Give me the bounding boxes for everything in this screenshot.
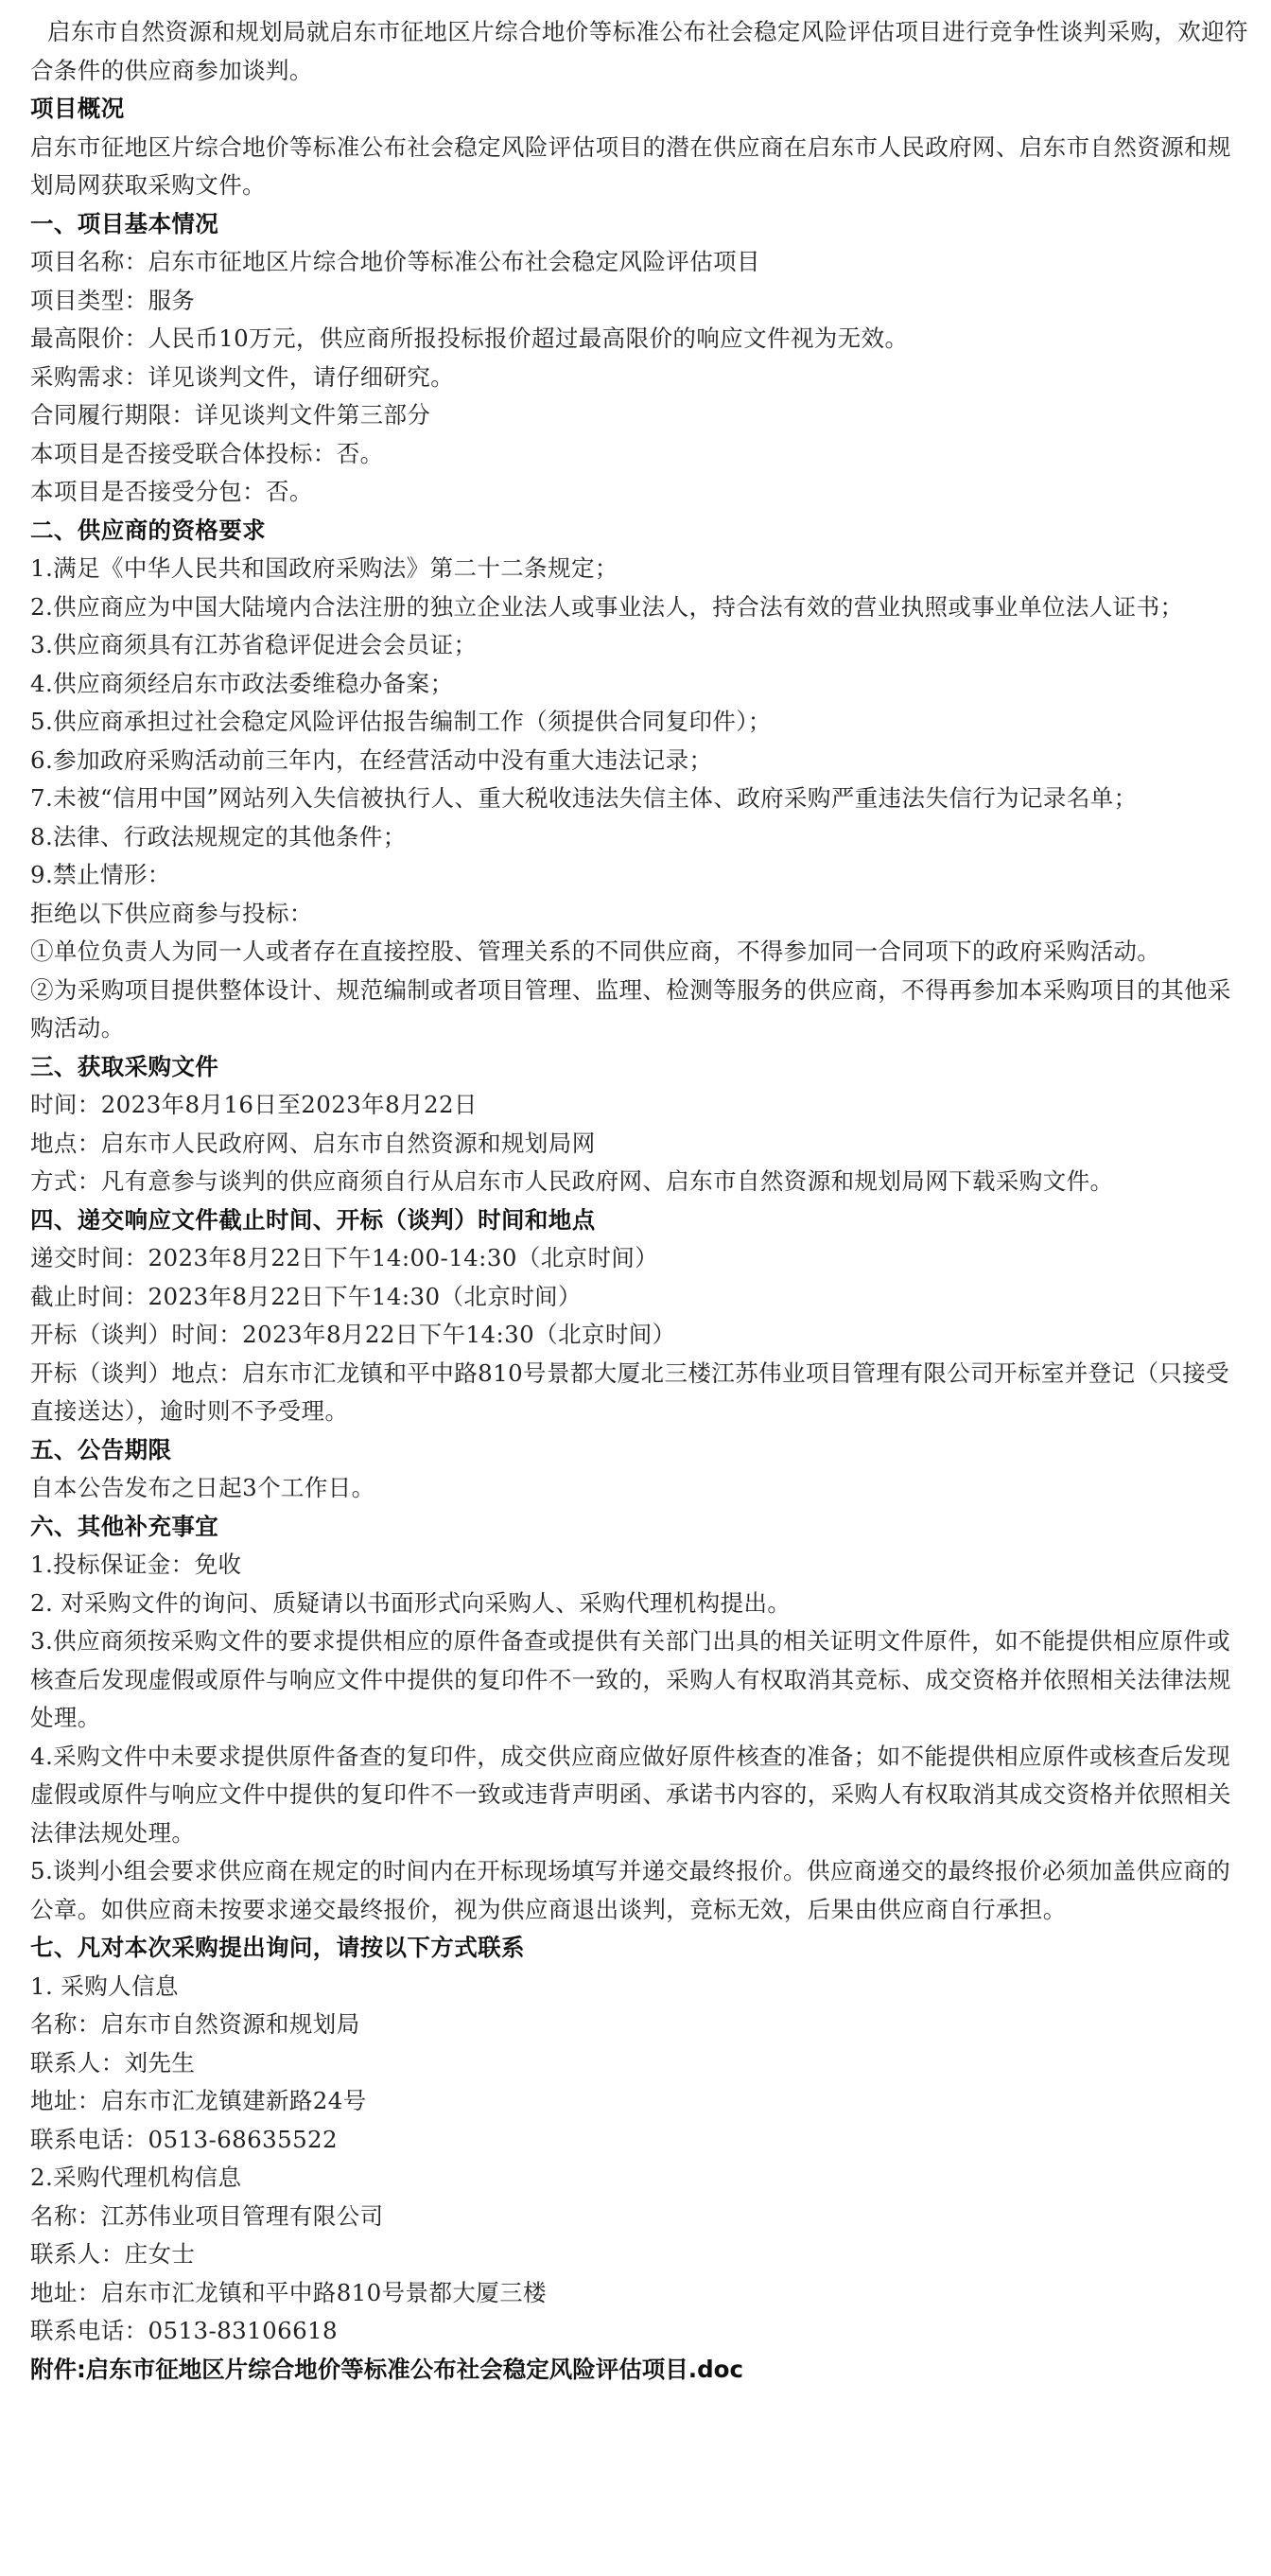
qualification-item: 5.供应商承担过社会稳定风险评估报告编制工作（须提供合同复印件）； bbox=[30, 708, 772, 735]
supplement-item: 4.采购文件中未要求提供原件备查的复印件，成交供应商应做好原件核查的准备；如不能提供相应原件或核查后发现虚假或原件与响应文件中提供的复印件不一致或违背声明函、承诺书内容的，采购人有权取消其成交资格并依照相关法律法规处理。 bbox=[30, 1742, 1231, 1847]
opening-time-line: 开标（谈判）时间：2023年8月22日下午14:30（北京时间） bbox=[30, 1321, 676, 1348]
overview-text: 启东市征地区片综合地价等标准公布社会稳定风险评估项目的潜在供应商在启东市人民政府网、启东市自然资源和规划局网获取采购文件。 bbox=[30, 132, 1231, 199]
section7-heading: 七、凡对本次采购提出询问，请按以下方式联系 bbox=[30, 1934, 525, 1961]
supplement-item: 5.谈判小组会要求供应商在规定的时间内在开标现场填写并递交最终报价。供应商递交的最终报价必须加盖供应商的公章。如供应商未按要求递交最终报价，视为供应商退出谈判，竞标无效，后果由供应商自行承担。 bbox=[30, 1857, 1231, 1923]
agency-address: 地址：启东市汇龙镇和平中路810号景都大厦三楼 bbox=[30, 2278, 547, 2306]
obtain-time-line: 时间：2023年8月16日至2023年8月22日 bbox=[30, 1091, 478, 1118]
submit-time-line: 递交时间：2023年8月22日下午14:00-14:30（北京时间） bbox=[30, 1244, 659, 1271]
qualification-item: 6.参加政府采购活动前三年内，在经营活动中没有重大违法记录； bbox=[30, 745, 713, 774]
attachment-link[interactable]: 附件:启东市征地区片综合地价等标准公布社会稳定风险评估项目.doc bbox=[30, 2355, 743, 2383]
requirements-line: 采购需求：详见谈判文件，请仔细研究。 bbox=[30, 362, 455, 391]
project-type-line: 项目类型：服务 bbox=[30, 286, 196, 314]
section1-heading: 一、项目基本情况 bbox=[30, 209, 219, 237]
qualification-item: 4.供应商须经启东市政法委维稳办备案； bbox=[30, 669, 454, 697]
supplement-item: 2. 对采购文件的询问、质疑请以书面形式向采购人、采购代理机构提出。 bbox=[30, 1588, 792, 1617]
agency-contact: 联系人：庄女士 bbox=[30, 2240, 196, 2268]
qualification-item: 8.法律、行政法规规定的其他条件； bbox=[30, 822, 407, 850]
agency-name: 名称：江苏伟业项目管理有限公司 bbox=[30, 2201, 384, 2230]
obtain-method-line: 方式：凡有意参与谈判的供应商须自行从启东市人民政府网、启东市自然资源和规划局网下载采购文件。 bbox=[30, 1167, 1114, 1195]
overview-heading: 项目概况 bbox=[30, 95, 125, 122]
section3-heading: 三、获取采购文件 bbox=[30, 1052, 219, 1080]
qualification-item: 3.供应商须具有江苏省稳评促进会会员证； bbox=[30, 631, 478, 658]
qualification-item: ②为采购项目提供整体设计、规范编制或者项目管理、监理、检测等服务的供应商，不得再参加本采购项目的其他采购活动。 bbox=[30, 975, 1231, 1042]
qualification-item: 7.未被“信用中国”网站列入失信被执行人、重大税收违法失信主体、政府采购严重违法失信行为记录名单； bbox=[30, 784, 1138, 812]
qualification-item: 拒绝以下供应商参与投标： bbox=[30, 899, 313, 927]
section6-heading: 六、其他补充事宜 bbox=[30, 1512, 219, 1540]
obtain-place-line: 地点：启东市人民政府网、启东市自然资源和规划局网 bbox=[30, 1129, 596, 1157]
qualification-item: 9.禁止情形： bbox=[30, 861, 171, 888]
intro-paragraph: 启东市自然资源和规划局就启东市征地区片综合地价等标准公布社会稳定风险评估项目进行竞争性谈判采购，欢迎符合条件的供应商参加谈判。 bbox=[30, 18, 1248, 84]
opening-place-line: 开标（谈判）地点：启东市汇龙镇和平中路810号景都大厦北三楼江苏伟业项目管理有限公司开标室并登记（只接受直接送达），逾时则不予受理。 bbox=[30, 1358, 1230, 1425]
qualification-item: 1.满足《中华人民共和国政府采购法》第二十二条规定； bbox=[30, 554, 618, 582]
qualification-item: 2.供应商应为中国大陆境内合法注册的独立企业法人或事业法人，持合法有效的营业执照或事业单位法人证书； bbox=[30, 592, 1184, 621]
section2-heading: 二、供应商的资格要求 bbox=[30, 516, 266, 544]
supplement-item: 3.供应商须按采购文件的要求提供相应的原件备查或提供有关部门出具的相关证明文件原件，如不能提供相应原件或核查后发现虚假或原件与响应文件中提供的复印件不一致的，采购人有权取消其竞标、成交资格并依照相关法律法规处理。 bbox=[30, 1627, 1231, 1731]
purchaser-info-title: 1. 采购人信息 bbox=[30, 1971, 179, 2000]
max-price-line: 最高限价：人民币10万元，供应商所报投标报价超过最高限价的响应文件视为无效。 bbox=[30, 324, 909, 352]
purchaser-phone: 联系电话：0513-68635522 bbox=[30, 2125, 339, 2153]
contract-period-line: 合同履行期限：详见谈判文件第三部分 bbox=[30, 401, 431, 429]
purchaser-contact: 联系人：刘先生 bbox=[30, 2048, 196, 2077]
deadline-line: 截止时间：2023年8月22日下午14:30（北京时间） bbox=[30, 1282, 582, 1310]
supplement-item: 1.投标保证金：免收 bbox=[30, 1551, 242, 1578]
purchaser-name: 名称：启东市自然资源和规划局 bbox=[30, 2010, 360, 2038]
qualification-item: ①单位负责人为同一人或者存在直接控股、管理关系的不同供应商，不得参加同一合同项下的政府采购活动。 bbox=[30, 938, 1161, 965]
purchaser-address: 地址：启东市汇龙镇建新路24号 bbox=[30, 2087, 367, 2114]
agency-phone: 联系电话：0513-83106618 bbox=[30, 2317, 339, 2344]
notice-period-line: 自本公告发布之日起3个工作日。 bbox=[30, 1474, 375, 1501]
section5-heading: 五、公告期限 bbox=[30, 1435, 172, 1463]
project-name-line: 项目名称：启东市征地区片综合地价等标准公布社会稳定风险评估项目 bbox=[30, 248, 760, 275]
agency-info-title: 2.采购代理机构信息 bbox=[30, 2164, 242, 2191]
subcontract-line: 本项目是否接受分包：否。 bbox=[30, 478, 313, 505]
section4-heading: 四、递交响应文件截止时间、开标（谈判）时间和地点 bbox=[30, 1205, 596, 1234]
consortium-line: 本项目是否接受联合体投标：否。 bbox=[30, 439, 384, 467]
